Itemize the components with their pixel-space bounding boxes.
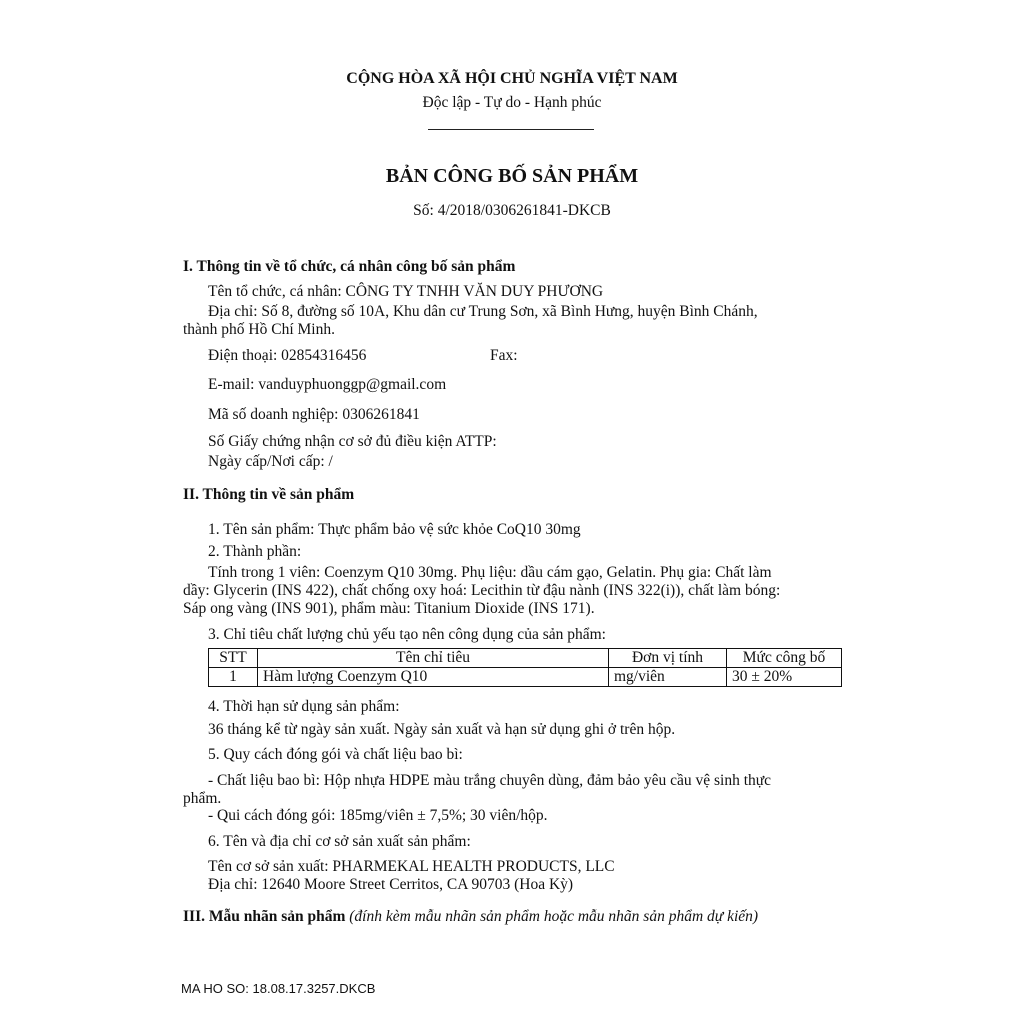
table-cell-stt: 1: [209, 668, 258, 687]
table-row: [209, 668, 842, 687]
table-cell-criterion: Hàm lượng Coenzym Q10: [258, 668, 609, 687]
national-motto: Độc lập - Tự do - Hạnh phúc: [422, 94, 602, 111]
shelf-life-label: 4. Thời hạn sử dụng sản phẩm:: [208, 698, 400, 715]
national-title: CỘNG HÒA XÃ HỘI CHỦ NGHĨA VIỆT NAM: [346, 70, 678, 87]
table-header-row: [209, 649, 842, 668]
org-phone: Điện thoại: 02854316456: [208, 347, 367, 364]
composition-line-1: Tính trong 1 viên: Coenzym Q10 30mg. Phụ liệu: dầu cám gạo, Gelatin. Phụ gia: Chất làm: [208, 564, 772, 581]
manufacturer-label: 6. Tên và địa chỉ cơ sở sản xuất sản phẩm:: [208, 833, 471, 850]
section-3-heading: III. Mẫu nhãn sản phẩm: [183, 908, 346, 925]
org-certificate: Số Giấy chứng nhận cơ sở đủ điều kiện ATTP:: [208, 433, 497, 450]
org-fax: Fax:: [490, 347, 518, 364]
org-address-line-1: Địa chỉ: Số 8, đường số 10A, Khu dân cư Trung Sơn, xã Bình Hưng, huyện Bình Chánh,: [208, 303, 758, 320]
quality-table: [208, 648, 842, 687]
composition-line-3: Sáp ong vàng (INS 901), phẩm màu: Titanium Dioxide (INS 171).: [183, 600, 595, 617]
table-cell-unit: mg/viên: [609, 668, 727, 687]
section-3-heading-line: [183, 907, 758, 926]
org-business-code: Mã số doanh nghiệp: 0306261841: [208, 406, 420, 423]
manufacturer-address: Địa chỉ: 12640 Moore Street Cerritos, CA 90703 (Hoa Kỳ): [208, 876, 574, 893]
document-title: BẢN CÔNG BỐ SẢN PHẨM: [385, 165, 639, 187]
product-name: 1. Tên sản phẩm: Thực phẩm bảo vệ sức khỏe CoQ10 30mg: [208, 521, 581, 538]
table-header-cell: Đơn vị tính: [609, 649, 727, 668]
manufacturer-name: Tên cơ sở sản xuất: PHARMEKAL HEALTH PRODUCTS, LLC: [208, 858, 615, 875]
org-address-line-2: thành phố Hồ Chí Minh.: [183, 321, 335, 338]
table-header-cell: Mức công bố: [727, 649, 842, 668]
table-cell-level: 30 ± 20%: [727, 668, 842, 687]
org-name: Tên tổ chức, cá nhân: CÔNG TY TNHH VĂN DUY PHƯƠNG: [208, 283, 604, 300]
composition-line-2: dầy: Glycerin (INS 422), chất chống oxy hoá: Lecithin từ đậu nành (INS 322(i)), chất làm bóng:: [183, 582, 781, 599]
table-header-cell: STT: [209, 649, 258, 668]
section-2-heading: II. Thông tin về sản phẩm: [183, 486, 355, 503]
packaging-material-line-2: phẩm.: [183, 790, 222, 807]
section-3-note: (đính kèm mẫu nhãn sản phẩm hoặc mẫu nhãn sản phẩm dự kiến): [349, 908, 759, 925]
table-header-cell: Tên chỉ tiêu: [258, 649, 609, 668]
org-certificate-issue: Ngày cấp/Nơi cấp: /: [208, 453, 333, 470]
header-underline: [428, 129, 594, 130]
section-1-heading: I. Thông tin về tổ chức, cá nhân công bố sản phẩm: [183, 258, 516, 275]
shelf-life-value: 36 tháng kể từ ngày sản xuất. Ngày sản xuất và hạn sử dụng ghi ở trên hộp.: [208, 721, 676, 738]
document-number: Số: 4/2018/0306261841-DKCB: [413, 202, 611, 219]
packaging-label: 5. Quy cách đóng gói và chất liệu bao bì:: [208, 746, 463, 763]
packaging-material-line-1: - Chất liệu bao bì: Hộp nhựa HDPE màu trắng chuyên dùng, đảm bảo yêu cầu vệ sinh thực: [208, 772, 772, 789]
packaging-spec: - Qui cách đóng gói: 185mg/viên ± 7,5%; 30 viên/hộp.: [208, 807, 548, 824]
org-email: E-mail: vanduyphuonggp@gmail.com: [208, 376, 447, 393]
file-code: MA HO SO: 18.08.17.3257.DKCB: [181, 981, 376, 996]
quality-label: 3. Chỉ tiêu chất lượng chủ yếu tạo nên công dụng của sản phẩm:: [208, 626, 606, 643]
composition-label: 2. Thành phần:: [208, 543, 302, 560]
